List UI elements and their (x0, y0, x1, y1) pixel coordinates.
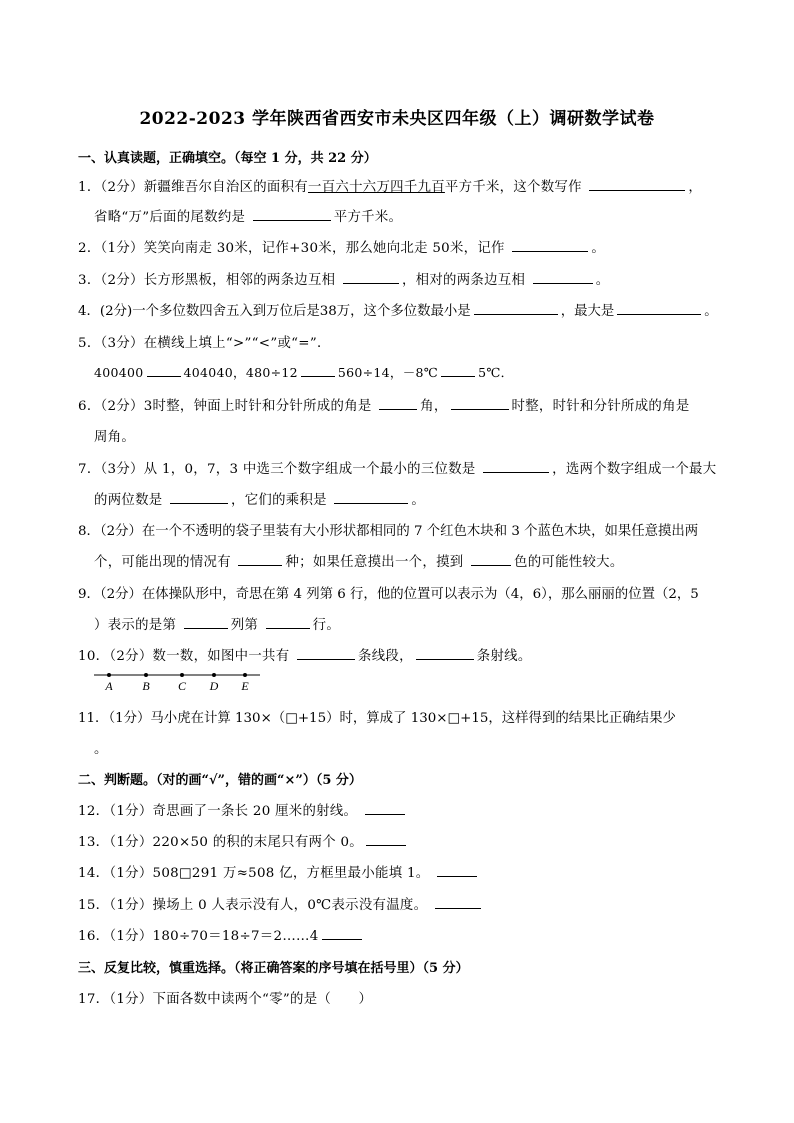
label-e: E (241, 679, 249, 693)
question-text: 种；如果任意摸出一个，摸到 (285, 555, 464, 570)
answer-blank[interactable] (483, 460, 549, 473)
question-4 (78, 300, 718, 319)
question-text: 。 (591, 241, 606, 256)
answer-blank[interactable] (416, 647, 474, 660)
question-text: 6．（2分）3时整，钟面上时针和分针所成的角是 (78, 399, 372, 414)
question-text: 12．（1分）奇思画了一条长 20 厘米的射线。 (78, 804, 358, 819)
answer-blank[interactable] (435, 896, 481, 909)
point-a (107, 673, 111, 677)
question-text: 。 (595, 273, 610, 288)
label-a: A (105, 679, 113, 693)
question-text: 400400 (94, 365, 144, 380)
question-9-line-2 (94, 614, 340, 633)
question-text: 。 (704, 304, 718, 319)
answer-blank[interactable] (379, 397, 417, 410)
question-9-line-1: 9．（2分）在体操队形中，奇思在第 4 列第 6 行，他的位置可以表示为（4，6），那么丽丽的位置（2，5 (78, 587, 699, 602)
point-d (212, 673, 216, 677)
point-e (243, 673, 247, 677)
label-c: C (177, 679, 187, 693)
question-text: 色的可能性较大。 (514, 555, 624, 570)
question-8-line-2 (94, 551, 624, 570)
question-7-line-2 (94, 489, 425, 508)
question-17: 17．（1分）下面各数中读两个“零”的是（ ） (78, 992, 373, 1007)
question-3 (78, 269, 609, 288)
question-text: 2．（1分）笑笑向南走 30米，记作+30米，那么她向北走 50米，记作 (78, 241, 505, 256)
question-text: 10．（2分）数一数，如图中一共有 (78, 649, 290, 664)
question-text: 404040，480÷12 (183, 365, 298, 380)
answer-blank[interactable] (437, 864, 477, 877)
answer-blank[interactable] (253, 208, 331, 221)
answer-blank[interactable] (147, 364, 181, 377)
question-text: 7．（3分）从 1，0，7，3 中选三个数字组成一个最小的三位数是 (78, 462, 476, 477)
label-b: B (142, 679, 150, 693)
question-text: 个，可能出现的情况有 (94, 555, 231, 570)
section-2-heading: 二、判断题。（对的画“√”，错的画“×”）（5 分） (78, 773, 362, 788)
question-text: 平方千米，这个数写作 (444, 180, 582, 195)
question-text: 560÷14，－8℃ (337, 365, 439, 380)
question-12 (78, 800, 408, 819)
question-text: 16．（1分）180÷70＝18÷7＝2……4 (78, 929, 319, 944)
answer-blank[interactable] (301, 364, 335, 377)
question-text: 13．（1分）220×50 的积的末尾只有两个 0。 (78, 835, 363, 850)
question-1-line-2 (94, 206, 402, 225)
question-text: 4．(2分)一个多位数四舍五入到万位后是38万，这个多位数最小是 (78, 304, 471, 319)
answer-blank[interactable] (238, 553, 282, 566)
label-d: D (209, 679, 219, 693)
point-b (144, 673, 148, 677)
section-1-heading: 一、认真读题，正确填空。（每空 1 分，共 22 分） (78, 151, 377, 166)
question-8-line-1: 8．（2分）在一个不透明的袋子里装有大小形状都相同的 7 个红色木块和 3 个蓝色木块，如果任意摸出两 (78, 524, 699, 539)
underlined-number-words: 一百六十六万四千九百 (308, 180, 445, 195)
question-text: 。 (411, 493, 426, 508)
section-3-heading: 三、反复比较，慎重选择。（将正确答案的序号填在括号里）（5 分） (78, 961, 469, 976)
page-title: 2022-2023 学年陕西省西安市未央区四年级（上）调研数学试卷 (139, 109, 655, 129)
question-text: 14．（1分）508□291 万≈508 亿，方框里最小能填 1。 (78, 866, 430, 881)
question-text: ，最大是 (560, 304, 615, 319)
question-text: 条线段， (358, 649, 413, 664)
answer-blank[interactable] (533, 271, 593, 284)
question-text: ，相对的两条边互相 (401, 273, 526, 288)
question-14 (78, 862, 480, 881)
answer-blank[interactable] (441, 364, 475, 377)
question-text: ，它们的乘积是 (231, 493, 327, 508)
answer-blank[interactable] (170, 491, 228, 504)
question-text: ，选两个数字组成一个最大 (552, 462, 717, 477)
question-text: 列第 (230, 618, 259, 633)
question-6-line-1 (78, 395, 690, 414)
question-text: 1．（2分）新疆维吾尔自治区的面积有 (78, 180, 308, 195)
answer-blank[interactable] (512, 239, 588, 252)
question-11-line-1: 11．（1分）马小虎在计算 130×（□+15）时，算成了 130×□+15，这样得到的结果比正确结果少 (78, 711, 676, 726)
segment-figure (94, 668, 260, 694)
answer-blank[interactable] (322, 927, 362, 940)
question-text: 平方千米。 (333, 210, 403, 225)
question-text: 的两位数是 (94, 493, 163, 508)
answer-blank[interactable] (184, 616, 228, 629)
answer-blank[interactable] (471, 553, 511, 566)
question-text: 3．（2分）长方形黑板，相邻的两条边互相 (78, 273, 336, 288)
question-text: 时整，时针和分针所成的角是 (511, 399, 690, 414)
question-text: 角， (420, 399, 448, 414)
answer-blank[interactable] (474, 302, 558, 315)
point-c (180, 673, 184, 677)
question-1-line-1 (78, 176, 702, 195)
question-5-line-1: 5．（3分）在横线上填上“>”“<”或“=”． (78, 336, 331, 351)
question-6-line-2: 周角。 (94, 430, 136, 445)
answer-blank[interactable] (451, 397, 509, 410)
question-15 (78, 894, 484, 913)
answer-blank[interactable] (617, 302, 701, 315)
question-7-line-1 (78, 458, 716, 477)
question-text: 5℃． (478, 365, 514, 380)
question-text: ）表示的是第 (94, 618, 177, 633)
question-11-line-2: 。 (94, 742, 108, 757)
answer-blank[interactable] (297, 647, 355, 660)
answer-blank[interactable] (343, 271, 399, 284)
question-text: 行。 (312, 618, 341, 633)
answer-blank[interactable] (365, 802, 405, 815)
answer-blank[interactable] (334, 491, 408, 504)
question-16 (78, 925, 365, 944)
question-5-line-2 (94, 363, 513, 381)
question-text: 省略“万”后面的尾数约是 (94, 210, 246, 225)
answer-blank[interactable] (366, 833, 406, 846)
question-text: 条射线。 (476, 649, 532, 664)
question-text: 15．（1分）操场上 0 人表示没有人，0℃表示没有温度。 (78, 898, 428, 913)
question-10 (78, 645, 532, 664)
question-13 (78, 831, 409, 850)
question-text: ， (688, 180, 703, 195)
question-2 (78, 237, 605, 256)
answer-blank[interactable] (266, 616, 310, 629)
answer-blank[interactable] (589, 178, 685, 191)
